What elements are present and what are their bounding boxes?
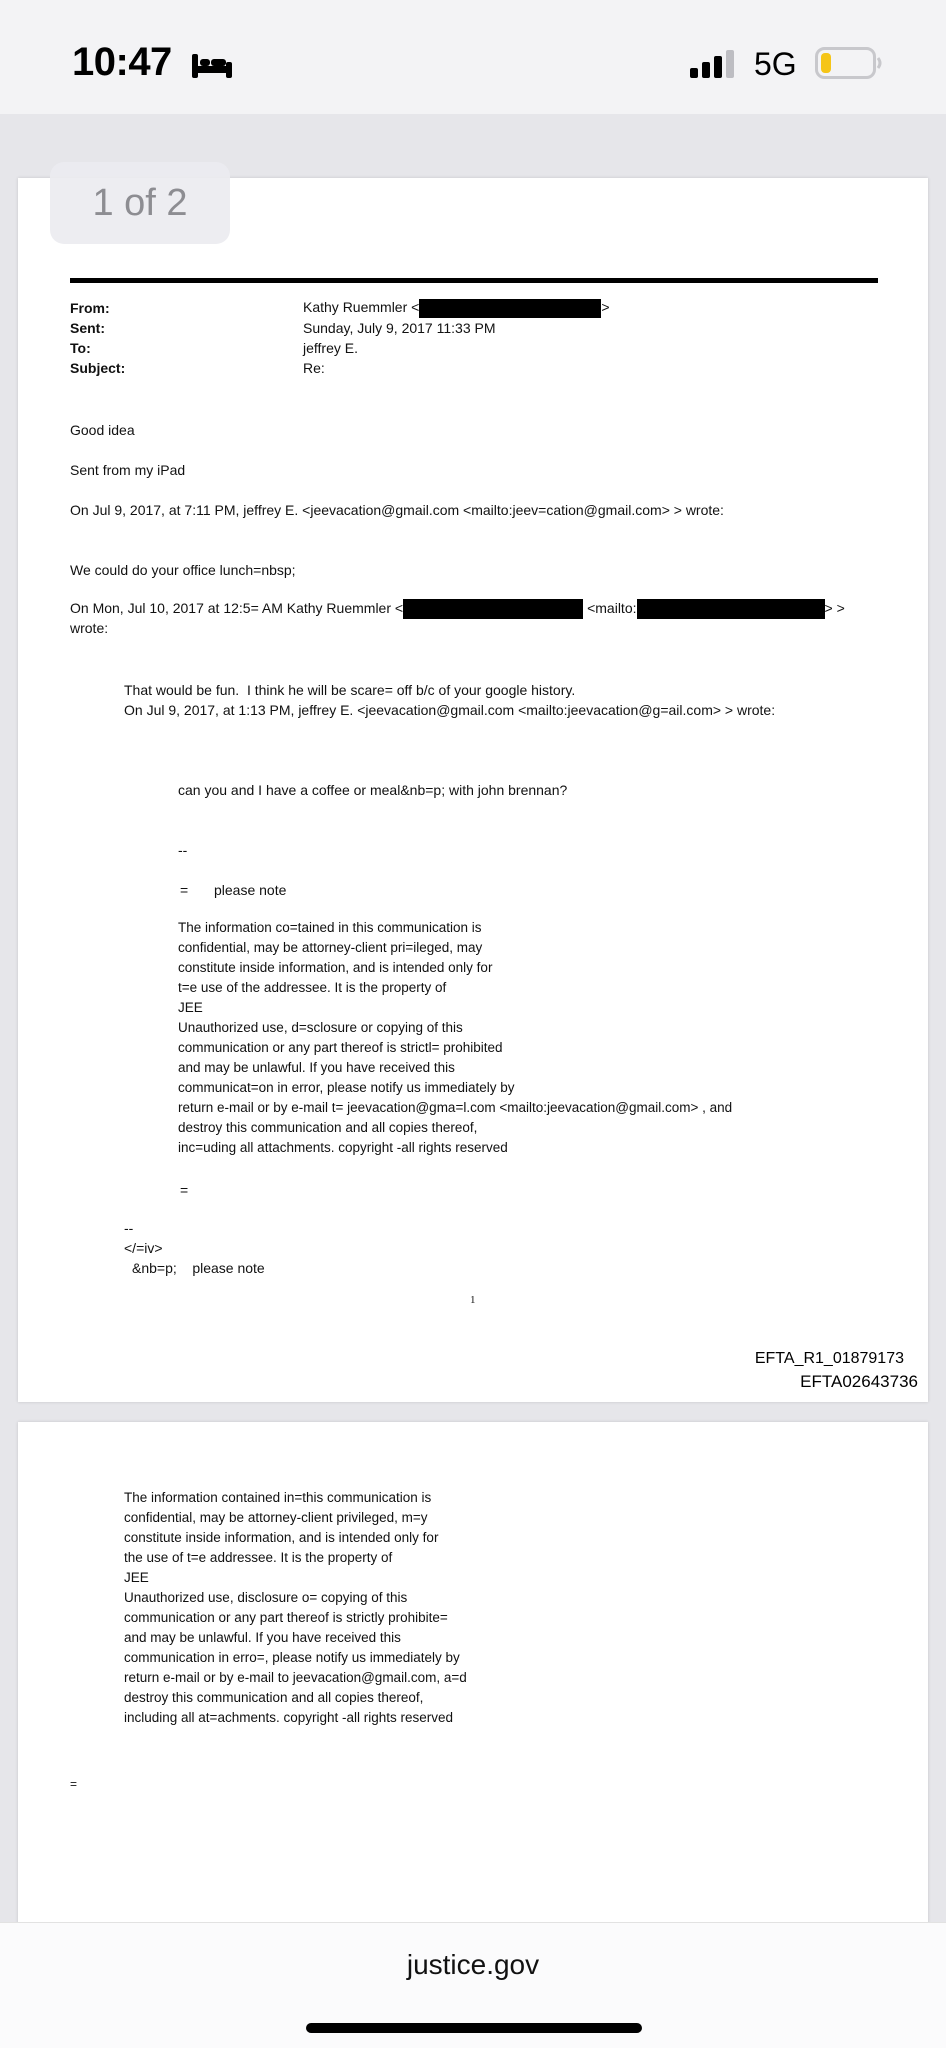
from-label: From:	[70, 300, 110, 316]
disclaimer-line: communication or any part thereof is strictly prohibite=	[124, 1610, 448, 1625]
subject-label: Subject:	[70, 360, 126, 376]
body-line: Sent from my iPad	[70, 462, 186, 478]
body-line: --	[124, 1220, 134, 1236]
from-name: Kathy Ruemmler <	[303, 299, 420, 316]
battery-low-icon	[815, 47, 883, 79]
disclaimer-line: communication in erro=, please notify us immediately by	[124, 1650, 460, 1665]
disclaimer-line: destroy this communication and all copies thereof,	[124, 1690, 424, 1705]
disclaimer-line: constitute inside information, and is intended only for	[178, 960, 493, 975]
page-number: 1	[470, 1294, 476, 1306]
wrote2-a: On Mon, Jul 10, 2017 at 12:5= AM Kathy Ruemmler <	[70, 600, 404, 616]
body-line: On Jul 9, 2017, at 1:13 PM, jeffrey E. <jeevacation@gmail.com <mailto:jeevacation@g=ail.com> > wrote:	[124, 702, 776, 718]
status-bar	[0, 0, 946, 114]
disclaimer-line: confidential, may be attorney-client pri=ileged, may	[178, 940, 483, 955]
disclaimer-line: The information contained in=this communication is	[124, 1490, 432, 1505]
body-line: We could do your office lunch=nbsp;	[70, 562, 296, 578]
header-rule	[70, 278, 878, 283]
cellular-signal-icon	[690, 50, 740, 78]
page-indicator: 1 of 2	[50, 162, 230, 244]
clock: 10:47	[72, 40, 172, 84]
disclaimer-line: destroy this communication and all copies thereof,	[178, 1120, 478, 1135]
disclaimer-line: Unauthorized use, d=sclosure or copying of this	[178, 1020, 463, 1035]
bed-icon	[190, 50, 234, 80]
body-line: On Jul 9, 2017, at 7:11 PM, jeffrey E. <jeevacation@gmail.com <mailto:jeev=cation@gmail.com> > wrote:	[70, 502, 724, 518]
document-page-1	[18, 178, 928, 1402]
disclaimer-line: communication or any part thereof is strictl= prohibited	[178, 1040, 503, 1055]
redaction-bar	[637, 599, 825, 619]
disclaimer-line: the use of t=e addressee. It is the property of	[124, 1550, 393, 1565]
sent-label: Sent:	[70, 320, 105, 336]
disclaimer-block	[178, 918, 732, 1158]
body-line: can you and I have a coffee or meal&nb=p; with john brennan?	[178, 782, 568, 798]
disclaimer-line: return e-mail or by e-mail to jeevacation@gmail.com, a=d	[124, 1670, 467, 1685]
body-line: please note	[214, 882, 287, 898]
body-line: --	[178, 842, 188, 858]
disclaimer-line: constitute inside information, and is intended only for	[124, 1530, 439, 1545]
redaction-bar	[419, 299, 601, 318]
redaction-bar	[403, 599, 583, 619]
disclaimer-line: JEE	[124, 1570, 149, 1585]
disclaimer-line: including all at=achments. copyright -all rights reserved	[124, 1710, 454, 1725]
document-page-2	[18, 1422, 928, 1922]
home-indicator[interactable]	[306, 2023, 642, 2033]
to-value: jeffrey E.	[303, 340, 358, 356]
from-suffix: >	[601, 299, 610, 316]
disclaimer-line: inc=uding all attachments. copyright -all rights reserved	[178, 1140, 508, 1155]
disclaimer-line: and may be unlawful. If you have received this	[124, 1630, 401, 1645]
body-line: </=iv>	[124, 1240, 163, 1256]
efta-id-primary: EFTA_R1_01879173	[754, 1350, 904, 1367]
disclaimer-line: confidential, may be attorney-client privileged, m=y	[124, 1510, 428, 1525]
pdf-viewer[interactable]	[0, 114, 946, 1922]
from-value	[303, 299, 610, 318]
body-line: That would be fun. I think he will be scare= off b/c of your google history.	[124, 682, 576, 698]
disclaimer-line: and may be unlawful. If you have received this	[178, 1060, 455, 1075]
disclaimer-line: t=e use of the addressee. It is the property of	[178, 980, 447, 995]
wrote2-c: > >	[824, 600, 845, 616]
body-line	[70, 598, 845, 619]
disclaimer-line: The information co=tained in this communication is	[178, 920, 482, 935]
body-line: =	[180, 882, 189, 898]
wrote2-b: <mailto:	[587, 600, 637, 616]
to-label: To:	[70, 340, 91, 356]
disclaimer-line: communicat=on in error, please notify us immediately by	[178, 1080, 515, 1095]
body-line: Good idea	[70, 422, 135, 438]
body-line: =	[70, 1777, 78, 1791]
body-line: wrote:	[70, 620, 109, 636]
network-type: 5G	[754, 46, 797, 82]
disclaimer-line: Unauthorized use, disclosure o= copying of this	[124, 1590, 408, 1605]
disclaimer-block	[124, 1488, 467, 1728]
body-line: &nb=p; please note	[132, 1260, 265, 1276]
subject-value: Re:	[303, 360, 325, 376]
browser-address-bar	[0, 1922, 946, 2048]
disclaimer-line: return e-mail or by e-mail t= jeevacation@gma=l.com <mailto:jeevacation@gmail.com> , and	[178, 1100, 733, 1115]
url-label[interactable]: justice.gov	[406, 1949, 540, 1980]
disclaimer-line: JEE	[178, 1000, 203, 1015]
sent-value: Sunday, July 9, 2017 11:33 PM	[303, 320, 496, 336]
efta-id-secondary: EFTA02643736	[800, 1372, 918, 1391]
body-line: =	[180, 1182, 189, 1198]
